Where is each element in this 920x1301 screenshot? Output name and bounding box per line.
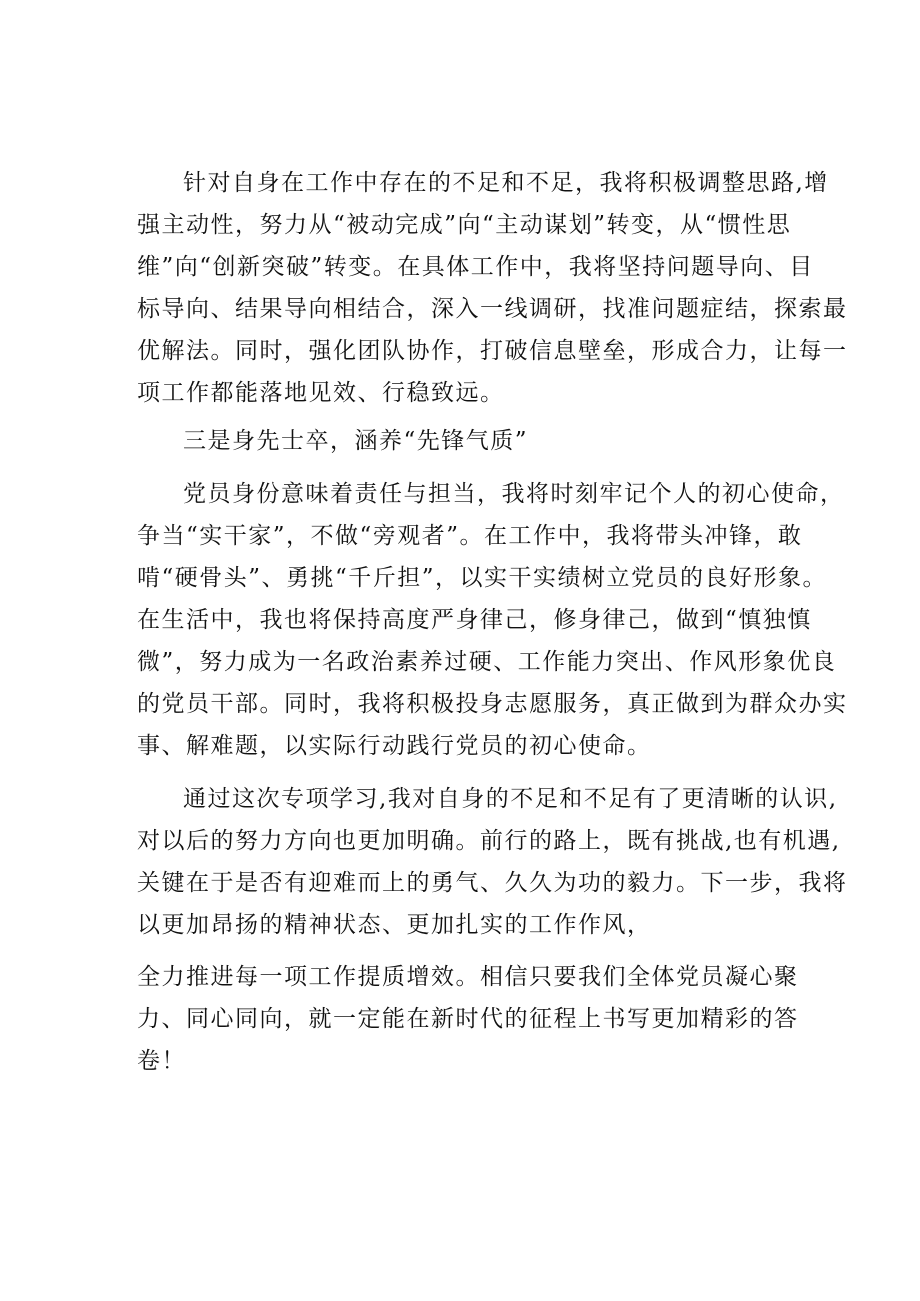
paragraph-line: 微”，努力成为一名政治素养过硬、工作能力突出、作风形象优良 [137,649,837,675]
paragraph-line: 的党员干部。同时，我将积极投身志愿服务，真正做到为群众办实 [137,691,848,717]
paragraph-line: 以更加昂扬的精神状态、更加扎实的工作作风， [137,912,652,938]
paragraph-line: 维”向“创新突破”转变。在具体工作中，我将坚持问题导向、目 [137,254,814,280]
paragraph-line: 通过这次专项学习,我对自身的不足和不足有了更清晰的认识, [183,786,838,812]
paragraph-line: 在生活中，我也将保持高度严身律己，修身律己，做到“慎独慎 [137,607,812,633]
paragraph-line: 党员身份意味着责任与担当，我将时刻牢记个人的初心使命， [183,481,845,507]
paragraph-line: 全力推进每一项工作提质增效。相信只要我们全体党员凝心聚 [137,964,799,990]
paragraph-line: 力、同心同向，就一定能在新时代的征程上书写更加精彩的答 [137,1006,799,1032]
paragraph-line: 关键在于是否有迎难而上的勇气、久久为功的毅力。下一步，我将 [137,870,848,896]
paragraph-line: 强主动性，努力从“被动完成”向“主动谋划”转变，从“惯性思 [137,212,792,238]
paragraph-line: 优解法。同时，强化团队协作，打破信息壁垒，形成合力，让每一 [137,338,848,364]
paragraph-line: 啃“硬骨头”、勇挑“千斤担”，以实干实绩树立党员的良好形象。 [137,565,828,591]
paragraph-line: 事、解难题，以实际行动践行党员的初心使命。 [137,733,652,759]
paragraph-line: 项工作都能落地见效、行稳致远。 [137,380,505,406]
paragraph-line: 卷！ [137,1048,186,1074]
paragraph-line: 争当“实干家”，不做“旁观者”。在工作中，我将带头冲锋，敢 [137,523,803,549]
paragraph-line: 针对自身在工作中存在的不足和不足，我将积极调整思路,增 [183,170,829,196]
section-heading-text: 三是身先士卒，涵养“先锋气质” [183,428,529,454]
paragraph-line: 标导向、结果导向相结合，深入一线调研，找准问题症结，探索最 [137,296,848,322]
paragraph-line: 对以后的努力方向也更加明确。前行的路上，既有挑战,也有机遇, [137,828,841,854]
